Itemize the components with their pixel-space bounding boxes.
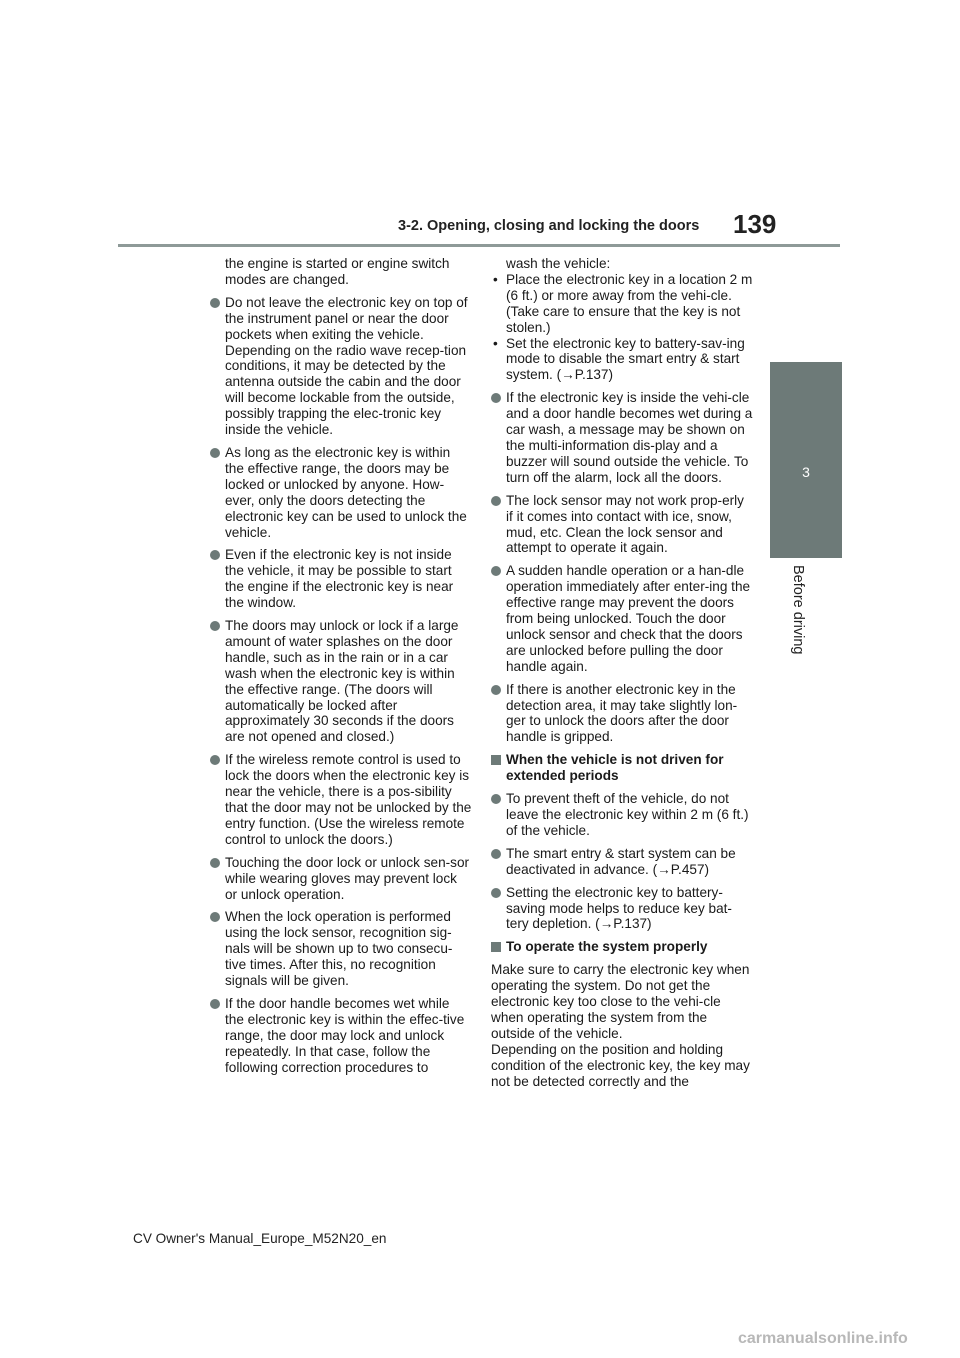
bullet-icon [491, 685, 501, 695]
header-divider [118, 244, 840, 247]
right-column [491, 256, 753, 1090]
list-item: Do not leave the electronic key on top of the instrument panel or near the door pockets when exiting the vehicle. Depending on the radio wave recep-tion conditions, it may be detected by the antenna outside the cabin and the door will become lockable from the outside, possibly trapping the elec-tronic key inside the vehicle. [210, 295, 472, 438]
body-paragraph: Depending on the position and holding condition of the electronic key, the key may not be detected correctly and the [491, 1041, 750, 1089]
sub-list-item: • Set the electronic key to battery-sav-ing mode to disable the smart entry & start system. (→P.137) [493, 335, 745, 383]
bullet-icon [210, 621, 220, 631]
watermark-link[interactable]: carmanualsonline.info [738, 1330, 908, 1347]
list-item: Touching the door lock or unlock sen-sor while wearing gloves may prevent lock or unlock operation. [210, 855, 472, 903]
chapter-tab [770, 362, 842, 558]
bullet-icon [210, 448, 220, 458]
bullet-icon [210, 755, 220, 765]
bullet-icon [210, 298, 220, 308]
page-number: 139 [733, 209, 777, 239]
list-item: If there is another electronic key in the detection area, it may take slightly lon-ger to unlock the doors after the door handle is gripped. [491, 682, 753, 746]
list-item: As long as the electronic key is within the effective range, the doors may be locked or unlocked by anyone. How-ever, only the doors detecting the electronic key can be used to unlock the vehicle. [210, 445, 472, 540]
subsection-heading: When the vehicle is not driven for extended periods [491, 752, 753, 784]
list-item: When the lock operation is performed using the lock sensor, recognition sig-nals will be shown up to two consecu-tive times. After this, no recognition signals will be given. [210, 909, 472, 989]
bullet-icon [491, 496, 501, 506]
bullet-icon [491, 393, 501, 403]
square-bullet-icon [491, 755, 501, 765]
chapter-label: Before driving [790, 565, 806, 655]
manual-id: CV Owner's Manual_Europe_M52N20_en [133, 1231, 387, 1246]
square-bullet-icon [491, 942, 501, 952]
list-item: The smart entry & start system can be deactivated in advance. (→P.457) [491, 846, 753, 878]
list-item: The lock sensor may not work prop-erly if it comes into contact with ice, snow, mud, etc. Clean the lock sensor and attempt to operate it again. [491, 493, 753, 557]
bullet-icon [491, 794, 501, 804]
section-title: 3-2. Opening, closing and locking the doors [398, 218, 700, 234]
bullet-icon [210, 999, 220, 1009]
list-item: The doors may unlock or lock if a large amount of water splashes on the door handle, such as in the rain or in a car wash when the electronic key is within the effective range. (The doors will automatically be locked after approximately 30 seconds if the doors are not opened and closed.) [210, 618, 472, 745]
bullet-icon [491, 566, 501, 576]
left-column [210, 256, 472, 1083]
list-item: Setting the electronic key to battery-saving mode helps to reduce key bat-tery depletion. (→P.137) [491, 885, 753, 933]
list-item: Even if the electronic key is not inside the vehicle, it may be possible to start the engine if the electronic key is near the window. [210, 547, 472, 611]
bullet-icon [210, 858, 220, 868]
continued-text: wash the vehicle: [506, 256, 611, 271]
sub-list-item: • Place the electronic key in a location 2 m (6 ft.) or more away from the vehi-cle. (Take care to ensure that the key is not stolen.) [493, 271, 753, 335]
dash-icon: • [493, 271, 498, 287]
bullet-icon [210, 550, 220, 560]
list-item: If the wireless remote control is used to lock the doors when the electronic key is near the vehicle, there is a pos-sibility that the door may not be unlocked by the entry function. (Use the wireless remote control to unlock the doors.) [210, 752, 472, 847]
bullet-icon [491, 849, 501, 859]
list-item: If the door handle becomes wet while the electronic key is within the effec-tive range, the door may lock and unlock repeatedly. In that case, follow the following correction procedures to [210, 996, 472, 1076]
bullet-icon [491, 888, 501, 898]
list-item: A sudden handle operation or a han-dle operation immediately after enter-ing the effective range may prevent the doors from being unlocked. Touch the door unlock sensor and check that the doors are unlocked before pulling the door handle again. [491, 563, 753, 674]
list-item: To prevent theft of the vehicle, do not leave the electronic key within 2 m (6 ft.) of the vehicle. [491, 791, 753, 839]
dash-icon: • [493, 335, 498, 351]
subsection-heading: To operate the system properly [491, 939, 753, 955]
bullet-icon [210, 912, 220, 922]
chapter-number: 3 [802, 464, 810, 480]
continued-text: the engine is started or engine switch modes are changed. [225, 256, 450, 287]
list-item: If the electronic key is inside the vehi-cle and a door handle becomes wet during a car wash, a message may be shown on the multi-information dis-play and a buzzer will sound outside the vehicle. To turn off the alarm, lock all the doors. [491, 390, 753, 485]
body-paragraph: Make sure to carry the electronic key when operating the system. Do not get the electronic key too close to the vehi-cle when operating the system from the outside of the vehicle. [491, 962, 750, 1041]
